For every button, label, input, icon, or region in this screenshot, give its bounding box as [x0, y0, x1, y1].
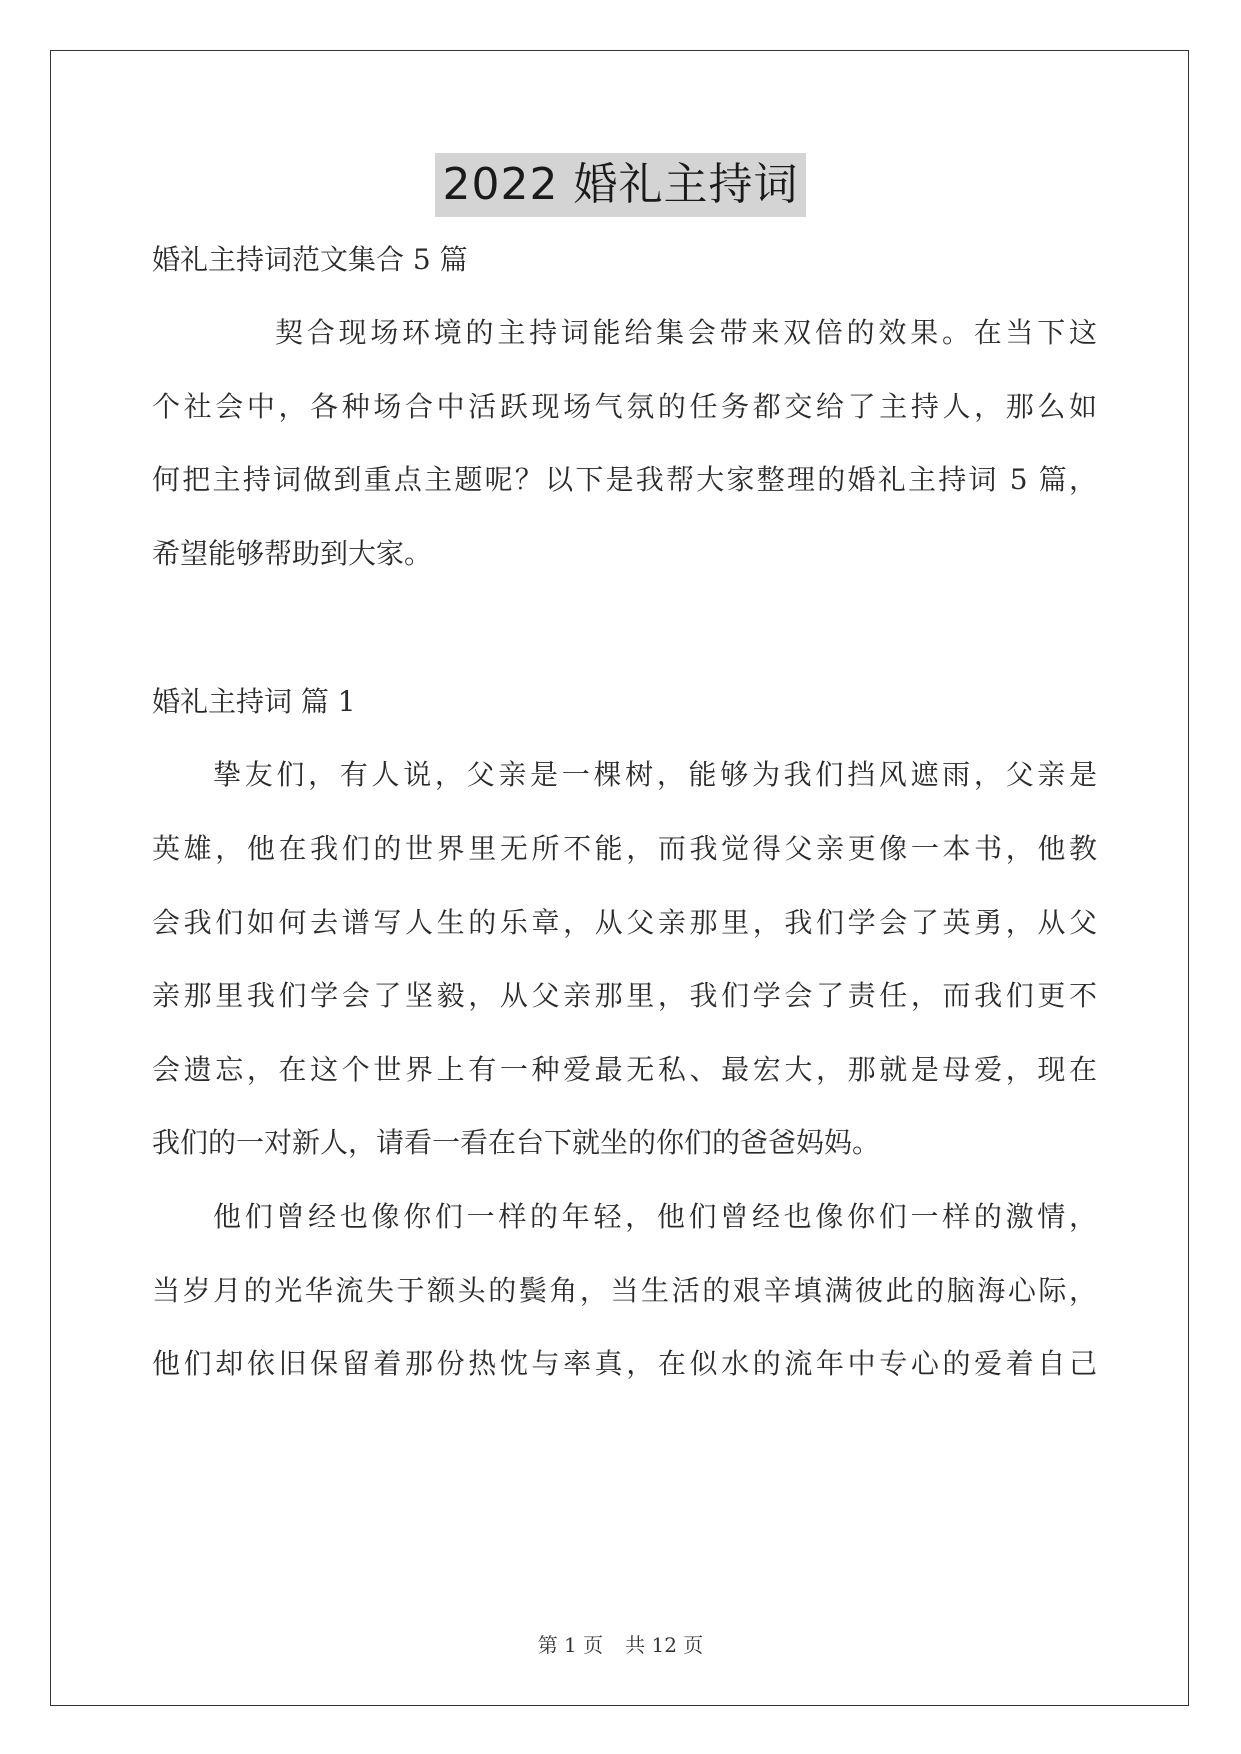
body-line-4: 亲那里我们学会了坚毅，从父亲那里，我们学会了责任，而我们更不	[152, 979, 1097, 1012]
body-line-6: 我们的一对新人，请看一看在台下就坐的你们的爸爸妈妈。	[152, 1126, 881, 1159]
body-line-5: 会遗忘，在这个世界上有一种爱最无私、最宏大，那就是母爱，现在	[152, 1053, 1097, 1086]
section-heading: 婚礼主持词 篇 1	[152, 685, 356, 718]
title-container	[0, 153, 1241, 217]
body-line-1: 挚友们，有人说，父亲是一棵树，能够为我们挡风遮雨，父亲是	[213, 758, 1097, 791]
body-line-7: 他们曾经也像你们一样的年轻，他们曾经也像你们一样的激情，	[213, 1200, 1097, 1233]
intro-line-3: 何把主持词做到重点主题呢？以下是我帮大家整理的婚礼主持词 5 篇，	[152, 463, 1097, 496]
subtitle-line: 婚礼主持词范文集合 5 篇	[152, 243, 468, 276]
body-line-2: 英雄，他在我们的世界里无所不能，而我觉得父亲更像一本书，他教	[152, 832, 1097, 865]
intro-line-2: 个社会中，各种场合中活跃现场气氛的任务都交给了主持人，那么如	[152, 390, 1097, 423]
intro-line-1: 契合现场环境的主持词能给集会带来双倍的效果。在当下这	[275, 316, 1097, 349]
page-total: 共 12 页	[625, 1633, 704, 1657]
body-line-8: 当岁月的光华流失于额头的鬓角，当生活的艰辛填满彼此的脑海心际，	[152, 1274, 1097, 1307]
page-border	[50, 50, 1189, 1706]
body-line-9: 他们却依旧保留着那份热忱与率真，在似水的流年中专心的爱着自己	[152, 1347, 1097, 1380]
page-footer	[0, 1632, 1241, 1658]
page-number: 第 1 页	[537, 1633, 604, 1657]
body-line-3: 会我们如何去谱写人生的乐章，从父亲那里，我们学会了英勇，从父	[152, 906, 1097, 939]
intro-line-4: 希望能够帮助到大家。	[152, 537, 433, 570]
document-title: 2022 婚礼主持词	[435, 153, 807, 217]
